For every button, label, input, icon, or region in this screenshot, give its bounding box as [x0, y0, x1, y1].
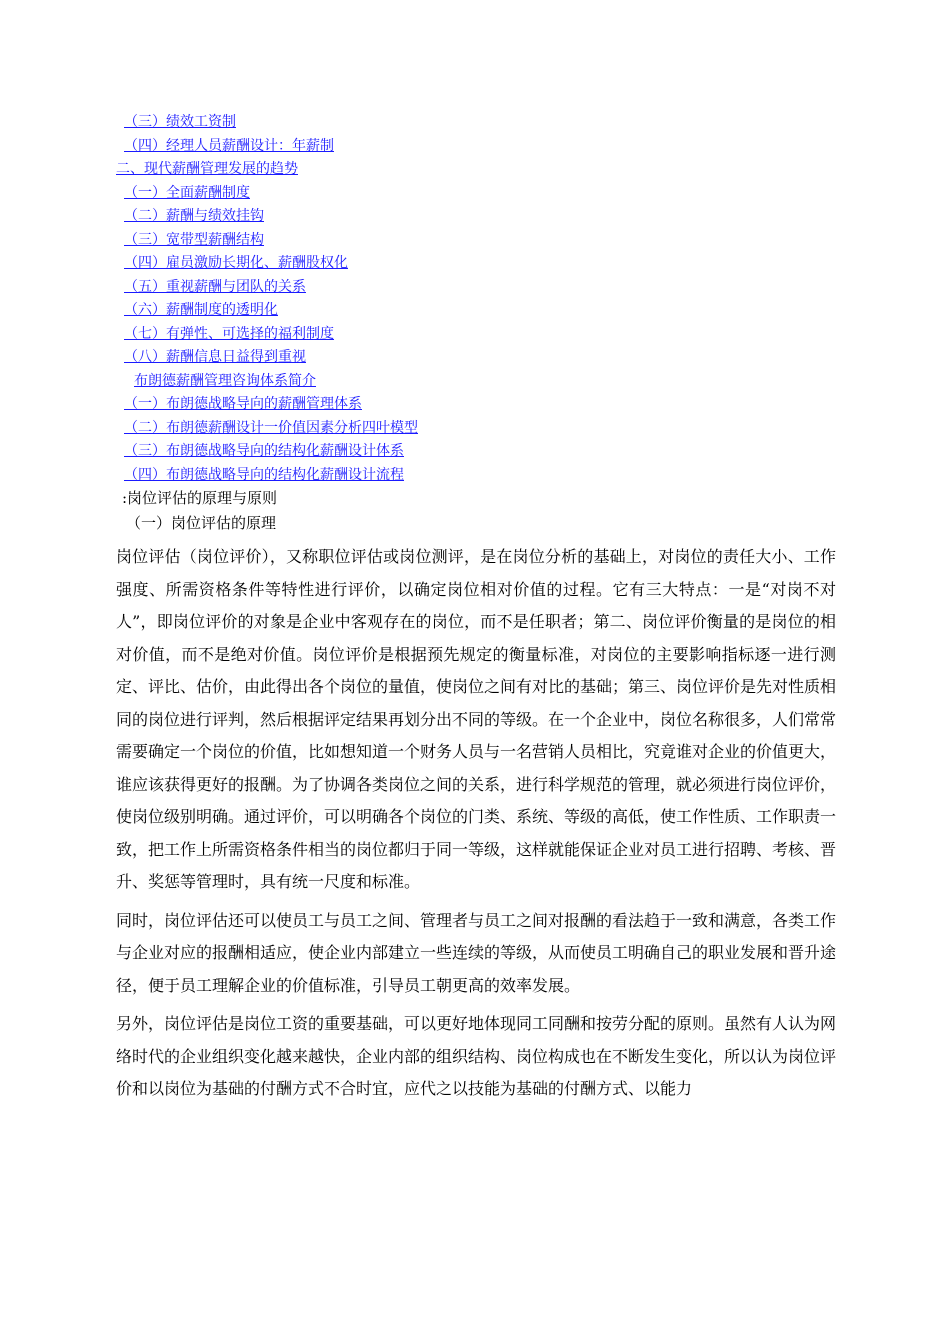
toc-link-long-term-incentive[interactable]: （四）雇员激励长期化、薪酬股权化	[124, 255, 348, 271]
paragraph-basis: 另外，岗位评估是岗位工资的重要基础，可以更好地体现同工同酬和按劳分配的原则。虽然有人认为网络时代的企业组织变化越来越快，企业内部的组织结构、岗位构成也在不断发生变化，所以认为岗位评价和以岗位为基础的付酬方式不合时宜，应代之以技能为基础的付酬方式、以能力	[116, 1014, 837, 1098]
paragraph-consistency: 同时，岗位评估还可以使员工与员工之间、管理者与员工之间对报酬的看法趋于一致和满意，各类工作与企业对应的报酬相适应，使企业内部建立一些连续的等级，从而使员工明确自己的职业发展和晋升途径，便于员工理解企业的价值标准，引导员工朝更高的效率发展。	[116, 910, 837, 995]
section-heading: :岗位评估的原理与原则	[122, 489, 278, 507]
toc-link-salary-trends[interactable]: 二、现代薪酬管理发展的趋势	[116, 161, 298, 177]
toc-link-performance-pay[interactable]: （三）绩效工资制	[124, 114, 236, 130]
paragraph-job-evaluation: 岗位评估（岗位评价），又称职位评估或岗位测评，是在岗位分析的基础上，对岗位的责任大小、工作强度、所需资格条件等特性进行评价，以确定岗位相对价值的过程。它有三大特点：一是“对岗不对人”，即岗位评价的对象是企业中客观存在的岗位，而不是任职者；第二、岗位评价衡量的是岗位的相对价值，而不是绝对价值。岗位评价是根据预先规定的衡量标准，对岗位的主要影响指标逐一进行测定、评比、估价，由此得出各个岗位的量值，使岗位之间有对比的基础；第三、岗位评价是先对性质相同的岗位进行评判，然后根据评定结果再划分出不同的等级。在一个企业中，岗位名称很多，人们常常需要确定一个岗位的价值，比如想知道一个财务人员与一名营销人员相比，究竟谁对企业的价值更大，谁应该获得更好的报酬。为了协调各类岗位之间的关系，进行科学规范的管理，就必须进行岗位评价，使岗位级别明确。通过评价，可以明确各个岗位的门类、系统、等级的高低，使工作性质、工作职责一致，把工作上所需资格条件相当的岗位都归于同一等级，这样就能保证企业对员工进行招聘、考核、晋升、奖惩等管理时，具有统一尺度和标准。	[116, 547, 837, 891]
toc-link-brand-strategy-system[interactable]: （一）布朗德战略导向的薪酬管理体系	[124, 396, 362, 412]
toc-link-manager-annual-salary[interactable]: （四）经理人员薪酬设计：年薪制	[124, 137, 334, 154]
toc-link-structured-design-system[interactable]: （三）布朗德战略导向的结构化薪酬设计体系	[124, 443, 404, 459]
toc-link-broadband-structure[interactable]: （三）宽带型薪酬结构	[124, 231, 264, 248]
toc-link-four-leaf-model[interactable]: （二）布朗德薪酬设计一价值因素分析四叶模型	[124, 419, 418, 436]
toc-link-salary-information[interactable]: （八）薪酬信息日益得到重视	[124, 349, 306, 365]
section-subheading: （一）岗位评估的原理	[126, 514, 277, 532]
toc-link-total-compensation[interactable]: （一）全面薪酬制度	[124, 184, 250, 201]
toc-link-transparency[interactable]: （六）薪酬制度的透明化	[124, 302, 278, 318]
body-text	[116, 541, 836, 1112]
toc-link-structured-design-process[interactable]: （四）布朗德战略导向的结构化薪酬设计流程	[124, 466, 404, 483]
table-of-contents	[116, 111, 816, 487]
toc-link-flexible-benefits[interactable]: （七）有弹性、可选择的福利制度	[124, 325, 334, 342]
toc-link-pay-performance[interactable]: （二）薪酬与绩效挂钩	[124, 208, 264, 224]
toc-link-brand-consulting-intro[interactable]: 布朗德薪酬管理咨询体系简介	[134, 372, 316, 389]
toc-link-team-relation[interactable]: （五）重视薪酬与团队的关系	[124, 278, 306, 295]
